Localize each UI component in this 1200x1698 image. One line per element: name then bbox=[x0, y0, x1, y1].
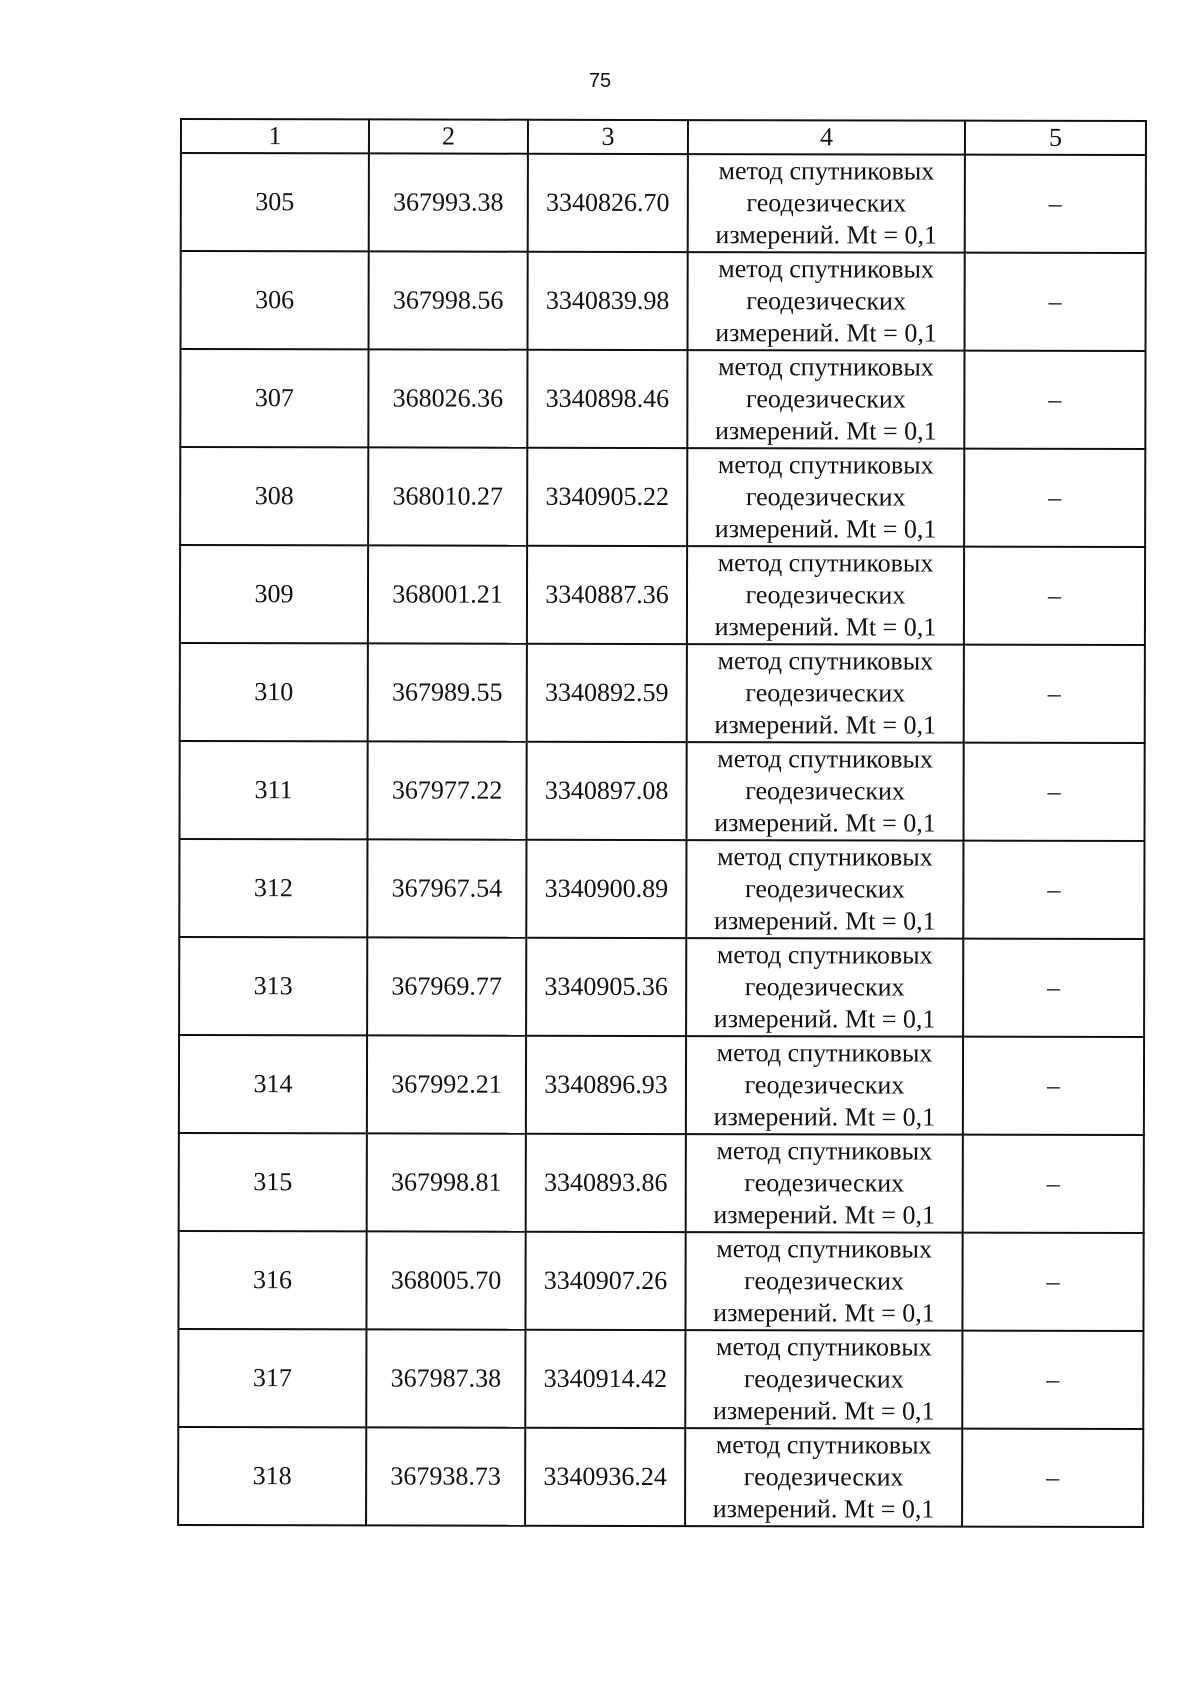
point-number-cell: 315 bbox=[179, 1133, 367, 1231]
table-row bbox=[181, 251, 1146, 351]
x-coordinate-cell: 367967.54 bbox=[367, 839, 526, 937]
note-cell: – bbox=[964, 645, 1145, 743]
table-body bbox=[178, 119, 1146, 1527]
y-coordinate-cell: 3340892.59 bbox=[527, 644, 687, 742]
note-cell: – bbox=[963, 841, 1144, 939]
note-cell: – bbox=[964, 547, 1145, 645]
page-number: 75 bbox=[588, 70, 612, 92]
method-cell: метод спутниковых геодезических измерений. Mt = 0,1 bbox=[686, 840, 963, 939]
y-coordinate-cell: 3340905.22 bbox=[527, 448, 687, 546]
y-coordinate-cell: 3340897.08 bbox=[526, 742, 686, 840]
table-row bbox=[180, 643, 1145, 743]
x-coordinate-cell: 367989.55 bbox=[368, 643, 527, 741]
table-row bbox=[180, 447, 1145, 547]
point-number-cell: 314 bbox=[179, 1035, 367, 1133]
table-row bbox=[179, 741, 1144, 841]
table-row bbox=[180, 349, 1145, 449]
table-row bbox=[179, 937, 1144, 1037]
note-cell: – bbox=[962, 1331, 1143, 1429]
method-cell: метод спутниковых геодезических измерений. Mt = 0,1 bbox=[686, 1036, 963, 1135]
table-row bbox=[179, 1035, 1144, 1135]
method-cell: метод спутниковых геодезических измерений. Mt = 0,1 bbox=[687, 546, 964, 645]
x-coordinate-cell: 367998.56 bbox=[369, 251, 528, 349]
x-coordinate-cell: 368005.70 bbox=[366, 1231, 525, 1329]
y-coordinate-cell: 3340936.24 bbox=[525, 1428, 685, 1526]
y-coordinate-cell: 3340826.70 bbox=[528, 154, 688, 252]
x-coordinate-cell: 367998.81 bbox=[367, 1133, 526, 1231]
note-cell: – bbox=[963, 743, 1144, 841]
header-cell-3: 3 bbox=[528, 120, 688, 154]
header-cell-1: 1 bbox=[181, 119, 369, 153]
header-cell-5: 5 bbox=[965, 121, 1146, 155]
point-number-cell: 310 bbox=[180, 643, 368, 741]
x-coordinate-cell: 368026.36 bbox=[368, 349, 527, 447]
y-coordinate-cell: 3340896.93 bbox=[526, 1036, 686, 1134]
point-number-cell: 313 bbox=[179, 937, 367, 1035]
y-coordinate-cell: 3340887.36 bbox=[527, 546, 687, 644]
method-cell: метод спутниковых геодезических измерений. Mt = 0,1 bbox=[685, 1428, 962, 1527]
table-row bbox=[178, 1427, 1143, 1527]
y-coordinate-cell: 3340839.98 bbox=[528, 252, 688, 350]
note-cell: – bbox=[962, 1429, 1143, 1527]
x-coordinate-cell: 367938.73 bbox=[366, 1427, 525, 1525]
point-number-cell: 312 bbox=[179, 839, 367, 937]
point-number-cell: 318 bbox=[178, 1427, 366, 1525]
method-cell: метод спутниковых геодезических измерений. Mt = 0,1 bbox=[686, 742, 963, 841]
method-cell: метод спутниковых геодезических измерений. Mt = 0,1 bbox=[686, 1134, 963, 1233]
x-coordinate-cell: 367977.22 bbox=[367, 741, 526, 839]
table-row bbox=[179, 839, 1144, 939]
x-coordinate-cell: 368001.21 bbox=[368, 545, 527, 643]
note-cell: – bbox=[963, 1135, 1144, 1233]
point-number-cell: 316 bbox=[178, 1231, 366, 1329]
method-cell: метод спутниковых геодезических измерений. Mt = 0,1 bbox=[688, 154, 965, 253]
x-coordinate-cell: 367987.38 bbox=[366, 1329, 525, 1427]
x-coordinate-cell: 367969.77 bbox=[367, 937, 526, 1035]
method-cell: метод спутниковых геодезических измерений. Mt = 0,1 bbox=[687, 350, 964, 449]
table-row bbox=[178, 1329, 1143, 1429]
table-row bbox=[178, 1231, 1143, 1331]
y-coordinate-cell: 3340905.36 bbox=[526, 938, 686, 1036]
note-cell: – bbox=[964, 351, 1145, 449]
method-cell: метод спутниковых геодезических измерений. Mt = 0,1 bbox=[688, 252, 965, 351]
method-cell: метод спутниковых геодезических измерений. Mt = 0,1 bbox=[685, 1330, 962, 1429]
point-number-cell: 305 bbox=[181, 153, 369, 251]
method-cell: метод спутниковых геодезических измерений. Mt = 0,1 bbox=[687, 448, 964, 547]
note-cell: – bbox=[965, 253, 1146, 351]
table-header-row bbox=[181, 119, 1146, 155]
header-cell-4: 4 bbox=[688, 120, 965, 155]
table-row bbox=[179, 1133, 1144, 1233]
method-cell: метод спутниковых геодезических измерений. Mt = 0,1 bbox=[686, 938, 963, 1037]
y-coordinate-cell: 3340893.86 bbox=[526, 1134, 686, 1232]
point-number-cell: 306 bbox=[181, 251, 369, 349]
method-cell: метод спутниковых геодезических измерений. Mt = 0,1 bbox=[687, 644, 964, 743]
x-coordinate-cell: 367992.21 bbox=[367, 1035, 526, 1133]
method-cell: метод спутниковых геодезических измерений. Mt = 0,1 bbox=[685, 1232, 962, 1331]
note-cell: – bbox=[962, 1233, 1143, 1331]
table-row bbox=[180, 545, 1145, 645]
point-number-cell: 311 bbox=[179, 741, 367, 839]
note-cell: – bbox=[965, 155, 1146, 253]
header-cell-2: 2 bbox=[369, 119, 528, 153]
note-cell: – bbox=[963, 939, 1144, 1037]
note-cell: – bbox=[963, 1037, 1144, 1135]
note-cell: – bbox=[964, 449, 1145, 547]
y-coordinate-cell: 3340907.26 bbox=[525, 1232, 685, 1330]
point-number-cell: 317 bbox=[178, 1329, 366, 1427]
point-number-cell: 308 bbox=[180, 447, 368, 545]
point-number-cell: 307 bbox=[180, 349, 368, 447]
point-number-cell: 309 bbox=[180, 545, 368, 643]
table-row bbox=[181, 153, 1146, 253]
y-coordinate-cell: 3340898.46 bbox=[527, 350, 687, 448]
x-coordinate-cell: 367993.38 bbox=[369, 153, 528, 251]
y-coordinate-cell: 3340900.89 bbox=[526, 840, 686, 938]
x-coordinate-cell: 368010.27 bbox=[368, 447, 527, 545]
coordinates-table bbox=[177, 118, 1147, 1528]
y-coordinate-cell: 3340914.42 bbox=[525, 1330, 685, 1428]
